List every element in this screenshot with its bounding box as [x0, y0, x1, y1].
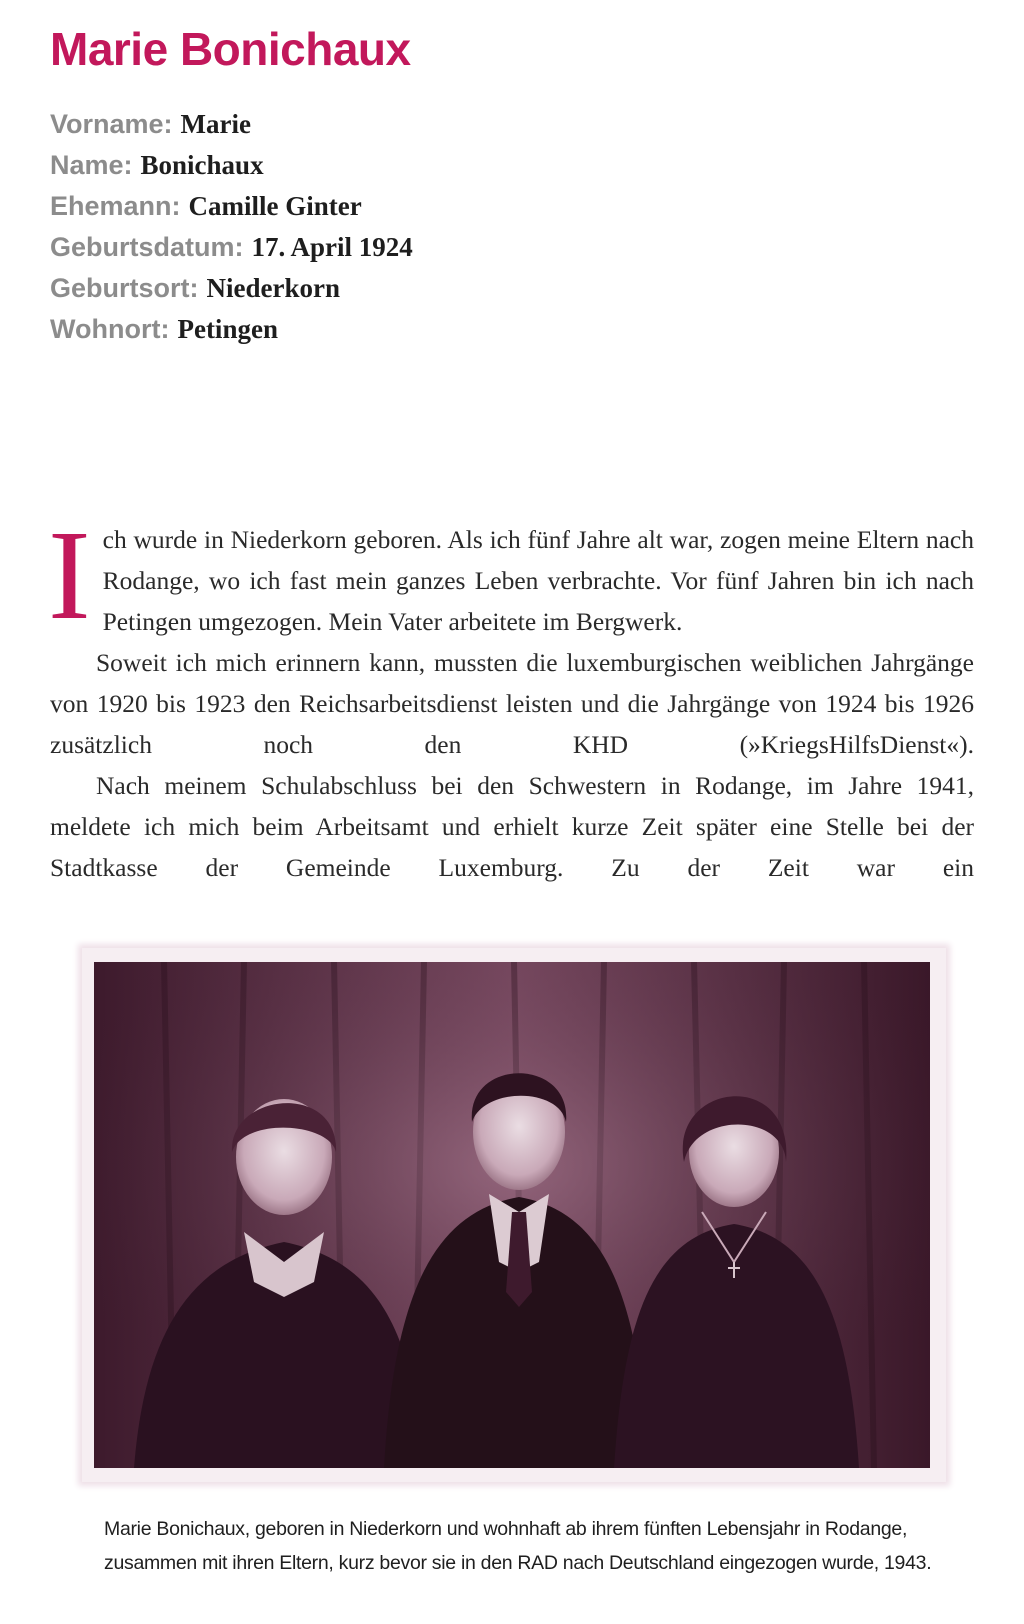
story-paragraph-1-text: ch wurde in Niederkorn geboren. Als ich fünf Jahre alt war, zogen meine Eltern nach Rodange, wo ich fast mein ganzes Leben verbrachte. Vor fünf Jahren bin ich nach Petingen umgezogen. Mein Vater arbeitete im Bergwerk.	[102, 525, 974, 636]
fact-row-birth-place	[50, 268, 413, 309]
story-paragraph-3: Nach meinem Schulabschluss bei den Schwestern in Rodange, im Jahre 1941, meldete ich mich beim Arbeitsamt und erhielt kurze Zeit später eine Stelle bei der Stadtkasse der Gemeinde Luxemburg. Zu der Zeit war ein	[50, 771, 974, 882]
personal-facts-list	[50, 104, 413, 350]
fact-value: Bonichaux	[140, 150, 264, 180]
fact-row-spouse	[50, 186, 413, 227]
fact-row-birth-date	[50, 227, 413, 268]
fact-label: Name:	[50, 150, 133, 180]
fact-value: Camille Ginter	[188, 191, 362, 221]
fact-value: Marie	[180, 109, 251, 139]
fact-row-residence	[50, 309, 413, 350]
story-paragraph-2: Soweit ich mich erinnern kann, mussten die luxemburgischen weiblichen Jahrgänge von 1920 bis 1923 den Reichsarbeitsdienst leisten und die Jahrgänge von 1924 bis 1926 zusätzlich noch den KHD (»KriegsHilfsDienst«).	[50, 648, 974, 759]
fact-label: Geburtsdatum:	[50, 232, 244, 262]
fact-label: Wohnort:	[50, 314, 170, 344]
drop-cap: I	[48, 504, 91, 646]
fact-label: Ehemann:	[50, 191, 181, 221]
story-text	[48, 504, 974, 888]
story-paragraph-1	[48, 504, 974, 646]
fact-label: Geburtsort:	[50, 273, 199, 303]
fact-row-last-name	[50, 145, 413, 186]
fact-row-first-name	[50, 104, 413, 145]
fact-value: Petingen	[177, 314, 278, 344]
photo-frame	[82, 948, 946, 1482]
page-title: Marie Bonichaux	[50, 23, 411, 75]
fact-value: 17. April 1924	[251, 232, 413, 262]
photo-caption: Marie Bonichaux, geboren in Niederkorn und wohnhaft ab ihrem fünften Lebensjahr in Rodange, zusammen mit ihren Eltern, kurz bevor sie in den RAD nach Deutschland eingezogen wurde, 1943.	[104, 1518, 932, 1574]
fact-value: Niederkorn	[206, 273, 340, 303]
fact-label: Vorname:	[50, 109, 173, 139]
family-portrait-photo	[94, 962, 930, 1468]
